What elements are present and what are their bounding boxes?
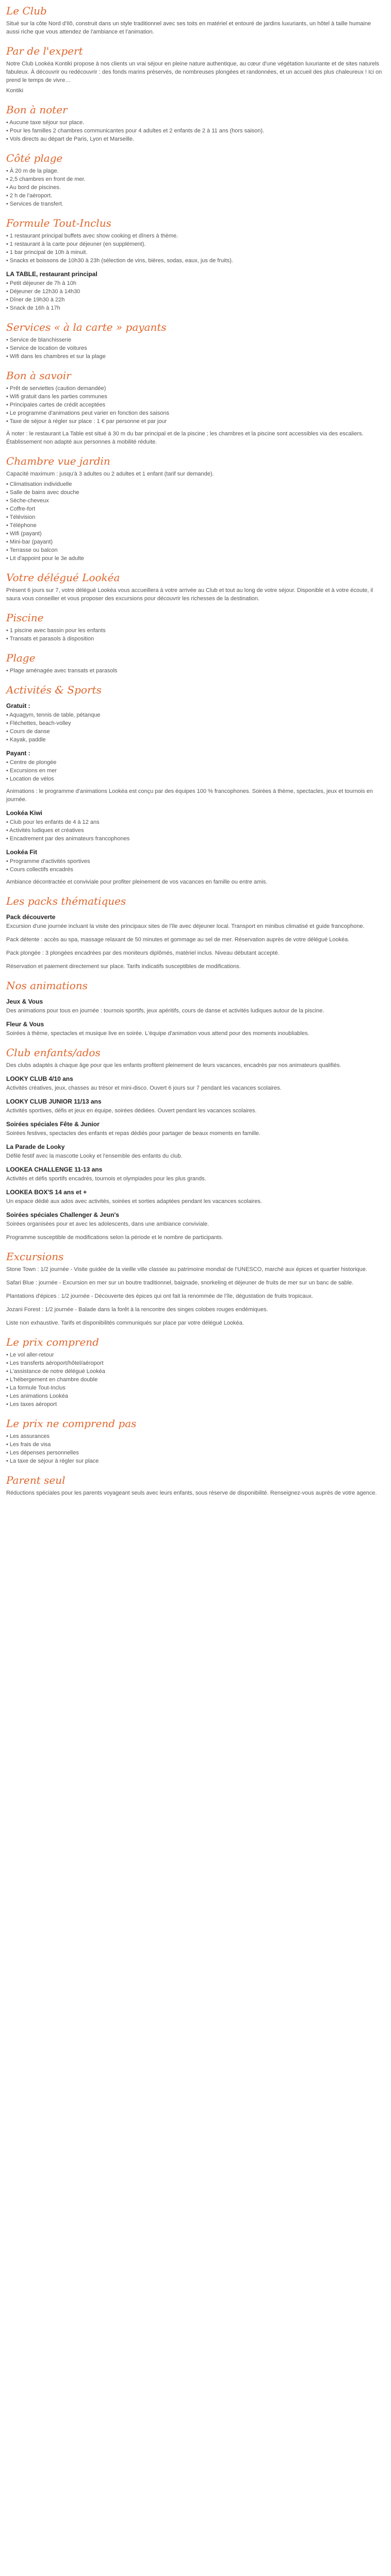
list-item: • Coffre-fort bbox=[6, 506, 36, 512]
list-item: • Dîner de 19h30 à 22h bbox=[6, 297, 65, 303]
lookea-club-list bbox=[6, 818, 385, 843]
animations-section bbox=[6, 979, 385, 1038]
activities-free-title: Gratuit : bbox=[6, 702, 30, 709]
kids-sub-1: LOOKY CLUB 4/10 ans bbox=[6, 1075, 73, 1082]
activities-section bbox=[6, 683, 385, 886]
animations-title: Nos animations bbox=[6, 979, 88, 992]
list-item: • Principales cartes de crédit acceptées bbox=[6, 402, 106, 408]
lookea-teen-title: Lookéa Fit bbox=[6, 849, 38, 856]
list-item: • Kayak, paddle bbox=[6, 737, 46, 743]
kids-sub-6: LOOKEA BOX'S 14 ans et + bbox=[6, 1189, 87, 1196]
formula-section bbox=[6, 216, 385, 312]
kids-text-3: Soirées festives, spectacles des enfants et repas dédiés pour partager de beaux moments en famille. bbox=[6, 1130, 260, 1137]
packs-text-2: Pack détente : accès au spa, massage relaxant de 50 minutes et gommage au sel de mer. Réservation auprès de votre délégué Lookéa. bbox=[6, 937, 350, 943]
beach-section bbox=[6, 151, 385, 208]
list-item: • Le vol aller-retour bbox=[6, 1352, 54, 1358]
wellness-list bbox=[6, 384, 385, 426]
excursions-title: Excursions bbox=[6, 1250, 64, 1263]
beach2-section bbox=[6, 651, 385, 675]
list-item: • Les assurances bbox=[6, 1433, 50, 1439]
excursions-text-1: Stone Town : 1/2 journée - Visite guidée de la vieille ville classée au patrimoine mondial de l'UNESCO, marché aux épices et quartier historique. bbox=[6, 1266, 367, 1273]
wellness-section bbox=[6, 369, 385, 446]
list-item: • Vols directs au départ de Paris, Lyon et Marseille. bbox=[6, 136, 135, 142]
kids-sub-3: Soirées spéciales Fête & Junior bbox=[6, 1121, 100, 1128]
price-list bbox=[6, 1351, 385, 1409]
list-item: • Aquagym, tennis de table, pétanque bbox=[6, 712, 101, 718]
list-item: • Les taxes aéroport bbox=[6, 1401, 57, 1408]
services-list bbox=[6, 336, 385, 361]
lookea-club-title: Lookéa Kiwi bbox=[6, 809, 43, 817]
list-item: • 1 restaurant principal buffets avec show cooking et dîners à thème. bbox=[6, 233, 178, 239]
list-item: • Au bord de piscines. bbox=[6, 184, 61, 191]
list-item: • Club pour les enfants de 4 à 12 ans bbox=[6, 819, 100, 825]
services-title: Services « à la carte » payants bbox=[6, 321, 167, 333]
intro-section bbox=[6, 4, 385, 95]
list-item: • Terrasse ou balcon bbox=[6, 547, 58, 553]
price-title: Le prix comprend bbox=[6, 1336, 99, 1348]
list-item: • 1 bar principal de 10h à minuit. bbox=[6, 249, 88, 256]
excursions-text-2: Safari Blue : journée - Excursion en mer sur un boutre traditionnel, baignade, snorkeling et déjeuner de fruits de mer sur un banc de sable. bbox=[6, 1280, 354, 1286]
list-item: • Encadrement par des animateurs francophones bbox=[6, 836, 130, 842]
packs-text-1: Excursion d'une journée incluant la visite des principaux sites de l'île avec déjeuner local. Transport en minibus climatisé et guide francophone. bbox=[6, 923, 365, 929]
list-item: • 2 h de l'aéroport. bbox=[6, 193, 53, 199]
activities-title: Activités & Sports bbox=[6, 684, 102, 696]
animations-sub-1: Jeux & Vous bbox=[6, 998, 43, 1005]
activities-free-list bbox=[6, 711, 385, 744]
list-item: • Salle de bains avec douche bbox=[6, 489, 79, 496]
list-item: • Les transferts aéroport/hôtel/aéroport bbox=[6, 1360, 104, 1366]
price-section bbox=[6, 1335, 385, 1409]
expert-title: Par de l'expert bbox=[6, 45, 83, 57]
lookea-text: Présent 6 jours sur 7, votre délégué Lookéa vous accueillera à votre arrivée au Club et tout au long de votre séjour. Disponible et à votre écoute, il saura vous conseiller et vous proposer des excursions pour découvrir les richesses de la destination. bbox=[6, 587, 373, 602]
list-item: • L'assistance de notre délégué Lookéa bbox=[6, 1368, 105, 1375]
list-item: • 2,5 chambres en front de mer. bbox=[6, 176, 86, 182]
not-included-list bbox=[6, 1432, 385, 1465]
beach-title: Côté plage bbox=[6, 152, 63, 164]
lookea-teen-list bbox=[6, 857, 385, 874]
list-item: • Déjeuner de 12h30 à 14h30 bbox=[6, 289, 80, 295]
list-item: • Prêt de serviettes (caution demandée) bbox=[6, 385, 106, 392]
note-list bbox=[6, 118, 385, 143]
activities-text: Animations : le programme d'animations Lookéa est conçu par des équipes 100 % francophones. Soirées à thème, spectacles, jeux et tournois en journée. bbox=[6, 788, 373, 803]
list-item: • Taxe de séjour à régler sur place : 1 € par personne et par jour bbox=[6, 418, 167, 425]
excursions-text-4: Jozani Forest : 1/2 journée - Balade dans la forêt à la rencontre des singes colobes rouges endémiques. bbox=[6, 1307, 268, 1313]
single-parent-section bbox=[6, 1473, 385, 1497]
lookea-teen-text: Ambiance décontractée et conviviale pour profiter pleinement de vos vacances en famille ou entre amis. bbox=[6, 879, 268, 885]
list-item: • Cours collectifs encadrés bbox=[6, 867, 73, 873]
not-included-title: Le prix ne comprend pas bbox=[6, 1417, 137, 1430]
list-item: • Petit déjeuner de 7h à 10h bbox=[6, 280, 76, 286]
list-item: • Les dépenses personnelles bbox=[6, 1450, 79, 1456]
kids-text-4: Défilé festif avec la mascotte Looky et l'ensemble des enfants du club. bbox=[6, 1153, 183, 1159]
packs-title: Les packs thématiques bbox=[6, 895, 126, 907]
wellness-text: À noter : le restaurant La Table est situé à 30 m du bar principal et de la piscine ; les chambres et la piscine sont accessibles via des escaliers. Établissement non adapté aux personnes à mobilité réduite. bbox=[6, 431, 364, 445]
list-item: • Pour les familles 2 chambres communicantes pour 4 adultes et 2 enfants de 2 à 11 ans (hors saison). bbox=[6, 128, 265, 134]
list-item: • Téléphone bbox=[6, 522, 37, 529]
list-item: • Sèche-cheveux bbox=[6, 498, 49, 504]
animations-text-1: Des animations pour tous en journée : tournois sportifs, jeux apéritifs, cours de danse et activités ludiques autour de la piscine. bbox=[6, 1008, 324, 1014]
pool-title: Piscine bbox=[6, 612, 44, 624]
kids-sub-2: LOOKY CLUB JUNIOR 11/13 ans bbox=[6, 1098, 102, 1105]
activities-paid-title: Payant : bbox=[6, 750, 30, 757]
animations-text-2: Soirées à thème, spectacles et musique live en soirée. L'équipe d'animation vous attend pour des moments inoubliables. bbox=[6, 1030, 309, 1037]
list-item: • Centre de plongée bbox=[6, 759, 57, 766]
kids-section bbox=[6, 1046, 385, 1242]
list-item: • Télévision bbox=[6, 514, 36, 520]
note-section bbox=[6, 103, 385, 143]
list-item: • Plage aménagée avec transats et parasols bbox=[6, 668, 118, 674]
list-item: • Les animations Lookéa bbox=[6, 1393, 69, 1399]
list-item: • Activités ludiques et créatives bbox=[6, 827, 84, 834]
rooms-list bbox=[6, 480, 385, 563]
activities-paid-list bbox=[6, 758, 385, 783]
excursions-section bbox=[6, 1250, 385, 1327]
list-item: • Excursions en mer bbox=[6, 768, 57, 774]
expert-label: Kontiki bbox=[6, 88, 24, 94]
list-item: • La formule Tout-Inclus bbox=[6, 1385, 66, 1391]
wellness-title: Bon à savoir bbox=[6, 369, 71, 382]
list-item: • La taxe de séjour à régler sur place bbox=[6, 1458, 99, 1464]
list-item: • Snack de 16h à 17h bbox=[6, 305, 60, 311]
kids-sub-4: La Parade de Looky bbox=[6, 1143, 65, 1150]
list-item: • Programme d'activités sportives bbox=[6, 858, 90, 865]
list-item: • Location de vélos bbox=[6, 776, 54, 782]
list-item: • 1 piscine avec bassin pour les enfants bbox=[6, 628, 106, 634]
formula-title: Formule Tout-Inclus bbox=[6, 217, 111, 229]
list-item: • Les frais de visa bbox=[6, 1442, 51, 1448]
kids-sub-5: LOOKEA CHALLENGE 11-13 ans bbox=[6, 1166, 103, 1173]
services-section bbox=[6, 320, 385, 361]
kids-text-5: Activités et défis sportifs encadrés, tournois et olympiades pour les plus grands. bbox=[6, 1176, 206, 1182]
list-item: • Lit d'appoint pour le 3e adulte bbox=[6, 555, 84, 562]
list-item: • Le programme d'animations peut varier en fonction des saisons bbox=[6, 410, 169, 416]
packs-text-3: Pack plongée : 3 plongées encadrées par des moniteurs diplômés, matériel inclus. Niveau débutant accepté. bbox=[6, 950, 280, 956]
kids-sub-7: Soirées spéciales Challenger & Jeun's bbox=[6, 1211, 119, 1218]
list-item: • Wifi gratuit dans les parties communes bbox=[6, 394, 107, 400]
list-item: • Aucune taxe séjour sur place. bbox=[6, 120, 85, 126]
kids-text-8: Programme susceptible de modifications selon la période et le nombre de participants. bbox=[6, 1234, 223, 1241]
pool-section bbox=[6, 611, 385, 643]
single-parent-text: Réductions spéciales pour les parents voyageant seuls avec leurs enfants, sous réserve de disponibilité. Renseignez-vous auprès de votre agence. bbox=[6, 1490, 377, 1496]
rooms-title: Chambre vue jardin bbox=[6, 455, 110, 467]
not-included-section bbox=[6, 1417, 385, 1465]
formula-note-title: LA TABLE, restaurant principal bbox=[6, 270, 97, 278]
intro-text: Situé sur la côte Nord d'Ilô, construit dans un style traditionnel avec ses toits en matériel et entouré de jardins luxuriants, un hôtel à taille humaine aussi riche que vous attendez de l'ambiance et l'animation. bbox=[6, 21, 371, 35]
packs-section bbox=[6, 894, 385, 971]
packs-sub-title: Pack découverte bbox=[6, 913, 56, 921]
kids-text-2: Activités sportives, défis et jeux en équipe, soirées dédiées. Ouvert pendant les vacances scolaires. bbox=[6, 1108, 257, 1114]
kids-text-6: Un espace dédié aux ados avec activités, soirées et sorties adaptées pendant les vacances scolaires. bbox=[6, 1198, 262, 1205]
beach2-title: Plage bbox=[6, 652, 36, 664]
rooms-text: Capacité maximum : jusqu'à 3 adultes ou 2 adultes et 1 enfant (tarif sur demande). bbox=[6, 471, 214, 477]
kids-text: Des clubs adaptés à chaque âge pour que les enfants profitent pleinement de leurs vacances, encadrés par nos animateurs qualifiés. bbox=[6, 1062, 341, 1069]
intro-title: Le Club bbox=[6, 5, 47, 17]
list-item: • L'hébergement en chambre double bbox=[6, 1377, 98, 1383]
list-item: • 1 restaurant à la carte pour déjeuner (en supplément). bbox=[6, 241, 146, 247]
kids-title: Club enfants/ados bbox=[6, 1046, 101, 1059]
excursions-text-3: Plantations d'épices : 1/2 journée - Découverte des épices qui ont fait la renommée de l'île, dégustation de fruits tropicaux. bbox=[6, 1293, 313, 1299]
formula-note-list bbox=[6, 279, 385, 312]
packs-text-4: Réservation et paiement directement sur place. Tarifs indicatifs susceptibles de modifications. bbox=[6, 963, 241, 970]
formula-list bbox=[6, 232, 385, 265]
lookea-delegate-section bbox=[6, 571, 385, 603]
pool-list bbox=[6, 626, 385, 643]
animations-sub-2: Fleur & Vous bbox=[6, 1021, 44, 1028]
excursions-text-5: Liste non exhaustive. Tarifs et disponibilités communiqués sur place par votre délégué Lookéa. bbox=[6, 1320, 244, 1326]
kids-text-7: Soirées organisées pour et avec les adolescents, dans une ambiance conviviale. bbox=[6, 1221, 209, 1227]
list-item: • Wifi dans les chambres et sur la plage bbox=[6, 353, 106, 360]
list-item: • Service de location de voitures bbox=[6, 345, 87, 351]
lookea-title: Votre délégué Lookéa bbox=[6, 571, 120, 584]
beach2-list bbox=[6, 667, 385, 675]
list-item: • Snacks et boissons de 10h30 à 23h (sélection de vins, bières, sodas, eaux, jus de fruits). bbox=[6, 258, 233, 264]
expert-text: Notre Club Lookéa Kontiki propose à nos clients un vrai séjour en pleine nature authentique, au cœur d'une végétation luxuriante et de sites naturels fabuleux. À découvrir ou redécouvrir : des fonds marins préservés, de nombreuses plongées et randonnées, et un accueil des plus chaleureux ! Ici on prend le temps de vivre… bbox=[6, 61, 382, 83]
beach-list bbox=[6, 167, 385, 208]
note-title: Bon à noter bbox=[6, 104, 68, 116]
list-item: • Transats et parasols à disposition bbox=[6, 636, 94, 642]
list-item: • Wifi (payant) bbox=[6, 531, 42, 537]
list-item: • Cours de danse bbox=[6, 728, 50, 735]
list-item: • Fléchettes, beach-volley bbox=[6, 720, 71, 726]
list-item: • Services de transfert. bbox=[6, 201, 63, 207]
list-item: • Climatisation individuelle bbox=[6, 481, 72, 487]
rooms-section bbox=[6, 454, 385, 563]
list-item: • Mini-bar (payant) bbox=[6, 539, 53, 545]
kids-text-1: Activités créatives, jeux, chasses au trésor et mini-disco. Ouvert 6 jours sur 7 pendant les vacances scolaires. bbox=[6, 1085, 282, 1091]
single-parent-title: Parent seul bbox=[6, 1474, 66, 1486]
list-item: • Service de blanchisserie bbox=[6, 337, 72, 343]
list-item: • À 20 m de la plage. bbox=[6, 168, 59, 174]
